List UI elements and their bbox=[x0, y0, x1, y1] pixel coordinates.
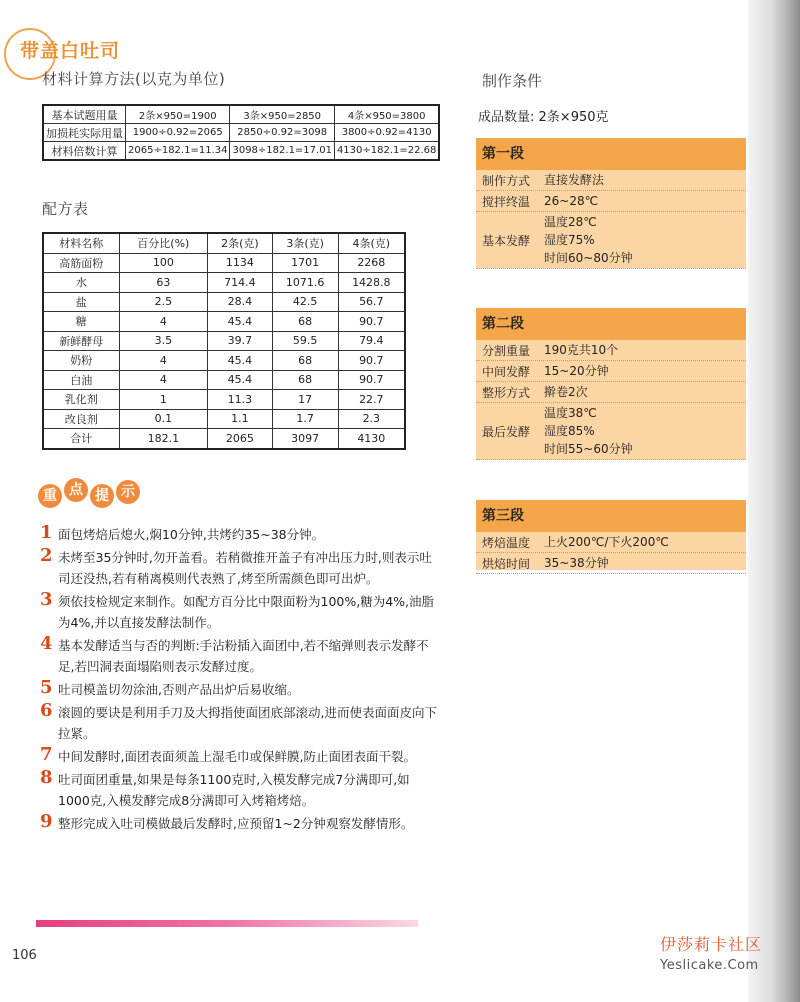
recipe-cell: 0.1 bbox=[119, 409, 208, 429]
stage-title: 第三段 bbox=[476, 500, 746, 532]
stage-row-line: 温度38℃ bbox=[544, 406, 597, 420]
recipe-table-row bbox=[43, 429, 405, 449]
stage-row-label: 搅拌终温 bbox=[482, 194, 531, 209]
ingredient-name: 白油 bbox=[43, 370, 119, 390]
stage-row-label: 最后发酵 bbox=[482, 424, 531, 439]
tip-number: 9 bbox=[40, 811, 53, 832]
tip-number: 7 bbox=[40, 744, 53, 765]
tip-text: 滚圆的要诀是利用手刀及大拇指使面团底部滚动,进而使表面面皮向下拉紧。 bbox=[58, 705, 437, 741]
stage-row bbox=[476, 361, 746, 382]
recipe-cell: 3097 bbox=[272, 429, 338, 449]
stage-row-values bbox=[544, 553, 746, 573]
stage-row bbox=[476, 170, 746, 191]
recipe-header-cell: 4条(克) bbox=[338, 233, 405, 253]
calc-table bbox=[42, 104, 440, 161]
recipe-header-cell: 2条(克) bbox=[208, 233, 272, 253]
tips-badge bbox=[38, 484, 140, 512]
stage-box-1 bbox=[476, 138, 746, 268]
watermark-en: Yeslicake.Com bbox=[660, 958, 759, 973]
watermark-cn: 伊莎莉卡社区 bbox=[660, 935, 763, 954]
recipe-cell: 90.7 bbox=[338, 370, 405, 390]
recipe-cell: 714.4 bbox=[208, 273, 272, 293]
stage-box-2 bbox=[476, 308, 746, 460]
stage-title: 第二段 bbox=[476, 308, 746, 340]
ingredient-name: 乳化剂 bbox=[43, 390, 119, 410]
stage-row-label: 整形方式 bbox=[482, 385, 531, 400]
stage-row-values bbox=[544, 361, 746, 381]
recipe-cell: 79.4 bbox=[338, 331, 405, 351]
calc-cell: 3800÷0.92=4130 bbox=[334, 124, 439, 142]
stage-row-values bbox=[544, 191, 746, 211]
stage-row-line: 湿度75% bbox=[544, 233, 595, 247]
stage-row-values bbox=[544, 340, 746, 360]
recipe-table bbox=[42, 232, 406, 450]
stage-row bbox=[476, 191, 746, 212]
recipe-cell: 2065 bbox=[208, 429, 272, 449]
stage-row bbox=[476, 403, 746, 460]
stage-row-values bbox=[544, 170, 746, 190]
calc-cell: 2850÷0.92=3098 bbox=[230, 124, 334, 142]
recipe-table-row bbox=[43, 312, 405, 332]
stage-row bbox=[476, 340, 746, 361]
tip-item bbox=[40, 813, 440, 834]
calc-table-row bbox=[43, 142, 439, 161]
tips-badge-char: 提 bbox=[90, 484, 114, 508]
stage-row-line: 温度28℃ bbox=[544, 215, 597, 229]
recipe-cell: 90.7 bbox=[338, 312, 405, 332]
tip-number: 5 bbox=[40, 677, 53, 698]
tip-number: 4 bbox=[40, 633, 53, 654]
stage-row-line: 时间55~60分钟 bbox=[544, 442, 633, 456]
stage-row bbox=[476, 212, 746, 269]
recipe-cell: 22.7 bbox=[338, 390, 405, 410]
recipe-cell: 4130 bbox=[338, 429, 405, 449]
ingredient-name: 奶粉 bbox=[43, 351, 119, 371]
stage-row-line: 湿度85% bbox=[544, 424, 595, 438]
tip-text: 未烤至35分钟时,勿开盖看。若稍微推开盖子有冲出压力时,则表示吐司还没热,若有稍离模则代表熟了,烤至所需颜色即可出炉。 bbox=[58, 550, 432, 586]
page-number: 106 bbox=[12, 948, 37, 963]
tip-number: 3 bbox=[40, 589, 53, 610]
stage-row-line: 直接发酵法 bbox=[544, 173, 605, 187]
calc-row-label: 基本试题用量 bbox=[43, 105, 126, 124]
tip-number: 1 bbox=[40, 522, 53, 543]
tips-badge-char: 重 bbox=[38, 484, 62, 508]
recipe-cell: 3.5 bbox=[119, 331, 208, 351]
stage-row-values bbox=[544, 532, 746, 552]
stage-row-label: 分割重量 bbox=[482, 343, 531, 358]
calc-cell: 4条×950=3800 bbox=[334, 105, 439, 124]
calc-cell: 2条×950=1900 bbox=[126, 105, 230, 124]
recipe-cell: 1071.6 bbox=[272, 273, 338, 293]
tip-item bbox=[40, 702, 440, 744]
calc-cell: 1900÷0.92=2065 bbox=[126, 124, 230, 142]
tip-item bbox=[40, 679, 440, 700]
recipe-cell: 1701 bbox=[272, 253, 338, 273]
tip-item bbox=[40, 769, 440, 811]
calc-section-title: 材料计算方法(以克为单位) bbox=[42, 70, 226, 88]
stage-row bbox=[476, 532, 746, 553]
recipe-table-row bbox=[43, 390, 405, 410]
stage-row-line: 上火200℃/下火200℃ bbox=[544, 535, 669, 549]
stage-row-label: 烘焙时间 bbox=[482, 556, 531, 571]
recipe-table-header bbox=[43, 233, 405, 253]
stage-row-values bbox=[544, 382, 746, 402]
recipe-cell: 100 bbox=[119, 253, 208, 273]
tip-number: 8 bbox=[40, 767, 53, 788]
stage-row-line: 190克共10个 bbox=[544, 343, 619, 357]
stage-row bbox=[476, 382, 746, 403]
tip-text: 吐司模盖切勿涂油,否则产品出炉后易收缩。 bbox=[58, 682, 300, 697]
recipe-table-row bbox=[43, 253, 405, 273]
tip-item bbox=[40, 524, 440, 545]
tip-item bbox=[40, 746, 440, 767]
recipe-cell: 42.5 bbox=[272, 292, 338, 312]
recipe-cell: 1428.8 bbox=[338, 273, 405, 293]
recipe-cell: 45.4 bbox=[208, 312, 272, 332]
yield-value: 2条×950克 bbox=[538, 110, 609, 125]
recipe-cell: 59.5 bbox=[272, 331, 338, 351]
calc-cell: 2065÷182.1=11.34 bbox=[126, 142, 230, 161]
recipe-cell: 1.1 bbox=[208, 409, 272, 429]
tip-text: 吐司面团重量,如果是每条1100克时,入模发酵完成7分满即可,如1000克,入模发酵完成8分满即可入烤箱烤焙。 bbox=[58, 772, 410, 808]
recipe-cell: 28.4 bbox=[208, 292, 272, 312]
recipe-cell: 4 bbox=[119, 351, 208, 371]
tip-text: 面包烤焙后熄火,焖10分钟,共烤约35~38分钟。 bbox=[58, 527, 325, 542]
conditions-title: 制作条件 bbox=[482, 72, 543, 90]
recipe-section-title: 配方表 bbox=[42, 200, 89, 218]
tip-number: 6 bbox=[40, 700, 53, 721]
stage-row-values bbox=[544, 403, 746, 459]
tip-text: 整形完成入吐司模做最后发酵时,应预留1~2分钟观察发酵情形。 bbox=[58, 816, 414, 831]
ingredient-name: 高筋面粉 bbox=[43, 253, 119, 273]
stage-row-line: 35~38分钟 bbox=[544, 556, 609, 570]
recipe-cell: 4 bbox=[119, 370, 208, 390]
recipe-cell: 68 bbox=[272, 312, 338, 332]
recipe-table-row bbox=[43, 273, 405, 293]
recipe-header-cell: 3条(克) bbox=[272, 233, 338, 253]
tip-item bbox=[40, 547, 440, 589]
yield-label: 成品数量: bbox=[478, 110, 535, 125]
stage-row-label: 基本发酵 bbox=[482, 233, 531, 248]
tip-item bbox=[40, 635, 440, 677]
recipe-cell: 2268 bbox=[338, 253, 405, 273]
tips-list bbox=[40, 524, 440, 836]
stage-row-line: 26~28℃ bbox=[544, 194, 599, 208]
stage-title: 第一段 bbox=[476, 138, 746, 170]
stage-row-line: 擀卷2次 bbox=[544, 385, 588, 399]
recipe-cell: 11.3 bbox=[208, 390, 272, 410]
recipe-cell: 2.5 bbox=[119, 292, 208, 312]
yield-row bbox=[478, 106, 609, 125]
tip-text: 中间发酵时,面团表面须盖上湿毛巾或保鲜膜,防止面团表面干裂。 bbox=[58, 749, 416, 764]
tips-badge-char: 示 bbox=[116, 480, 140, 504]
recipe-table-row bbox=[43, 331, 405, 351]
recipe-cell: 2.3 bbox=[338, 409, 405, 429]
stage-row-label: 制作方式 bbox=[482, 173, 531, 188]
stage-box-3 bbox=[476, 500, 746, 570]
recipe-cell: 63 bbox=[119, 273, 208, 293]
recipe-table-row bbox=[43, 351, 405, 371]
stage-row-values bbox=[544, 212, 746, 268]
recipe-title: 带盖白吐司 bbox=[20, 40, 121, 62]
ingredient-name: 盐 bbox=[43, 292, 119, 312]
tip-item bbox=[40, 591, 440, 633]
recipe-cell: 1.7 bbox=[272, 409, 338, 429]
recipe-cell: 1 bbox=[119, 390, 208, 410]
tips-badge-char: 点 bbox=[64, 478, 88, 502]
calc-cell: 3098÷182.1=17.01 bbox=[230, 142, 334, 161]
stage-row-label: 中间发酵 bbox=[482, 364, 531, 379]
tip-text: 基本发酵适当与否的判断:手沾粉插入面团中,若不缩弹则表示发酵不足,若凹洞表面塌陷则表示发酵过度。 bbox=[58, 638, 429, 674]
decorative-bottom-bar bbox=[36, 920, 418, 927]
recipe-cell: 68 bbox=[272, 351, 338, 371]
recipe-cell: 182.1 bbox=[119, 429, 208, 449]
calc-table-row bbox=[43, 124, 439, 142]
recipe-header-cell: 百分比(%) bbox=[119, 233, 208, 253]
recipe-table-row bbox=[43, 370, 405, 390]
recipe-cell: 45.4 bbox=[208, 351, 272, 371]
calc-row-label: 材料倍数计算 bbox=[43, 142, 126, 161]
ingredient-name: 糖 bbox=[43, 312, 119, 332]
recipe-table-row bbox=[43, 292, 405, 312]
stage-row-label: 烤焙温度 bbox=[482, 535, 531, 550]
calc-cell: 4130÷182.1=22.68 bbox=[334, 142, 439, 161]
tip-text: 须依技检规定来制作。如配方百分比中限面粉为100%,糖为4%,油脂为4%,并以直接发酵法制作。 bbox=[58, 594, 435, 630]
recipe-table-row bbox=[43, 409, 405, 429]
ingredient-name: 新鲜酵母 bbox=[43, 331, 119, 351]
recipe-cell: 45.4 bbox=[208, 370, 272, 390]
calc-table-row bbox=[43, 105, 439, 124]
ingredient-name: 水 bbox=[43, 273, 119, 293]
tip-number: 2 bbox=[40, 545, 53, 566]
page-edge-shadow bbox=[748, 0, 800, 1002]
recipe-cell: 39.7 bbox=[208, 331, 272, 351]
recipe-cell: 68 bbox=[272, 370, 338, 390]
calc-cell: 3条×950=2850 bbox=[230, 105, 334, 124]
ingredient-name: 合计 bbox=[43, 429, 119, 449]
recipe-cell: 56.7 bbox=[338, 292, 405, 312]
calc-row-label: 加损耗实际用量 bbox=[43, 124, 126, 142]
stage-row-line: 15~20分钟 bbox=[544, 364, 609, 378]
recipe-cell: 4 bbox=[119, 312, 208, 332]
recipe-cell: 17 bbox=[272, 390, 338, 410]
stage-row-line: 时间60~80分钟 bbox=[544, 251, 633, 265]
recipe-cell: 1134 bbox=[208, 253, 272, 273]
recipe-header-cell: 材料名称 bbox=[43, 233, 119, 253]
ingredient-name: 改良剂 bbox=[43, 409, 119, 429]
stage-row bbox=[476, 553, 746, 574]
recipe-cell: 90.7 bbox=[338, 351, 405, 371]
